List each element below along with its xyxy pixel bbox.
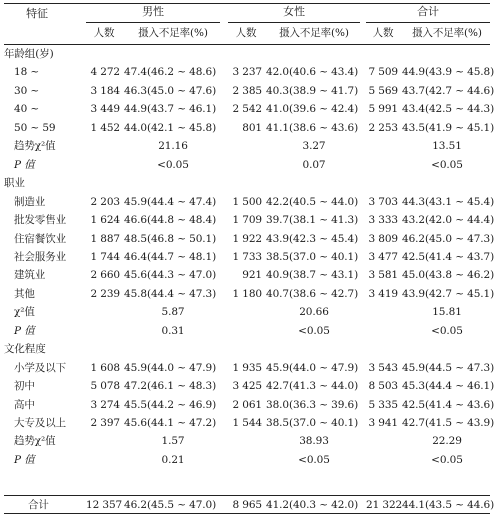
header-rate-female: 摄入不足率(%) <box>279 27 349 39</box>
section-heading: 年龄组(岁) <box>4 48 54 60</box>
count-cell: 1 608 <box>90 361 120 374</box>
rate-cell: 48.5(46.8 ~ 50.1) <box>124 232 217 245</box>
stat-value: <0.05 <box>431 158 463 171</box>
header-underline-total <box>366 22 490 23</box>
rate-cell: 42.0(40.6 ~ 43.4) <box>266 66 359 79</box>
stat-value: 22.29 <box>432 435 462 448</box>
rate-cell: 45.6(44.1 ~ 47.2) <box>124 417 217 429</box>
stat-value: 1.57 <box>161 435 185 448</box>
stat-value: 21.16 <box>158 140 188 153</box>
count-cell: 2 253 <box>368 121 398 134</box>
stat-value: 0.31 <box>161 324 185 337</box>
table-total-rule <box>4 495 490 496</box>
stat-label: P 值 <box>14 453 35 466</box>
count-cell: 1 180 <box>232 287 262 300</box>
rate-cell: 45.9(44.4 ~ 47.4) <box>124 195 217 208</box>
rate-cell: 43.7(42.7 ~ 44.6) <box>402 84 494 97</box>
section-heading: 文化程度 <box>4 343 46 356</box>
rate-cell: 44.0(42.1 ~ 45.8) <box>124 121 217 134</box>
count-cell: 1 544 <box>232 417 262 429</box>
count-cell: 3 477 <box>368 250 398 263</box>
rate-cell: 42.5(41.4 ~ 43.6) <box>402 398 494 411</box>
count-cell: 2 542 <box>232 103 262 116</box>
rate-cell: 43.4(42.5 ~ 44.3) <box>402 103 494 116</box>
count-cell: 3 333 <box>368 214 398 227</box>
rate-cell: 45.8(44.4 ~ 47.3) <box>124 287 217 300</box>
stat-label: P 值 <box>14 324 35 337</box>
rate-cell: 38.5(37.0 ~ 40.1) <box>266 417 359 429</box>
row-label: 小学及以下 <box>14 361 66 374</box>
header-underline-male <box>86 22 220 23</box>
rate-cell: 45.3(44.4 ~ 46.1) <box>402 380 494 393</box>
header-group-male: 男性 <box>142 5 164 18</box>
count-cell: 2 385 <box>232 84 262 97</box>
header-count-female: 人数 <box>235 27 257 39</box>
rate-cell: 43.9(42.3 ~ 45.4) <box>266 232 359 245</box>
rate-cell: 44.1(43.5 ~ 44.6) <box>402 499 494 511</box>
count-cell: 5 335 <box>368 398 398 411</box>
stat-value: 3.27 <box>302 140 326 153</box>
count-cell: 4 272 <box>90 66 120 79</box>
header-group-total: 合计 <box>417 5 439 18</box>
total-row-label: 合计 <box>28 499 49 511</box>
row-label: 18 ~ <box>14 66 40 79</box>
rate-cell: 45.9(44.0 ~ 47.9) <box>266 361 359 374</box>
count-cell: 8 965 <box>232 499 262 511</box>
row-label: 高中 <box>14 398 35 411</box>
count-cell: 1 709 <box>232 214 262 227</box>
rate-cell: 38.5(37.0 ~ 40.1) <box>266 250 359 263</box>
rate-cell: 41.1(38.6 ~ 43.6) <box>266 121 359 134</box>
count-cell: 1 452 <box>90 121 120 134</box>
rate-cell: 44.9(43.7 ~ 46.1) <box>124 103 217 116</box>
stat-value: 5.87 <box>161 306 185 319</box>
rate-cell: 46.2(45.5 ~ 47.0) <box>124 499 217 511</box>
rate-cell: 44.9(43.9 ~ 45.8) <box>402 66 494 79</box>
header-underline-female <box>228 22 360 23</box>
row-label: 建筑业 <box>14 269 46 282</box>
stat-value: <0.05 <box>431 453 463 466</box>
header-count-total: 人数 <box>372 27 394 39</box>
count-cell: 801 <box>242 121 262 134</box>
count-cell: 5 991 <box>368 103 398 116</box>
rate-cell: 41.2(40.3 ~ 42.0) <box>266 499 359 511</box>
row-label: 批发零售业 <box>14 214 66 227</box>
rate-cell: 42.7(41.3 ~ 44.0) <box>266 380 359 393</box>
rate-cell: 40.3(38.9 ~ 41.7) <box>266 84 359 97</box>
rate-cell: 44.3(43.1 ~ 45.4) <box>402 195 494 208</box>
stat-value: 13.51 <box>432 140 462 153</box>
count-cell: 1 624 <box>90 214 120 227</box>
count-cell: 2 239 <box>90 287 120 300</box>
row-label: 30 ~ <box>14 84 40 97</box>
stat-label: 趋势χ²值 <box>14 140 56 153</box>
rate-cell: 46.6(44.8 ~ 48.4) <box>124 214 217 227</box>
count-cell: 12 357 <box>86 499 123 511</box>
stat-value: <0.05 <box>157 158 189 171</box>
row-label: 大专及以上 <box>14 417 66 429</box>
rate-cell: 39.7(38.1 ~ 41.3) <box>266 214 359 227</box>
row-label: 其他 <box>14 287 35 300</box>
header-feature: 特征 <box>26 7 48 20</box>
rate-cell: 45.9(44.5 ~ 47.3) <box>402 361 494 374</box>
table-bottom-rule <box>4 513 490 514</box>
count-cell: 8 503 <box>368 380 398 393</box>
stat-value: <0.05 <box>431 324 463 337</box>
rate-cell: 41.0(39.6 ~ 42.4) <box>266 103 359 116</box>
stat-value: 0.21 <box>161 453 185 466</box>
row-label: 40 ~ <box>14 103 40 116</box>
row-label: 住宿餐饮业 <box>14 232 66 245</box>
stat-value: 38.93 <box>299 435 329 448</box>
rate-cell: 45.5(44.2 ~ 46.9) <box>124 398 217 411</box>
rate-cell: 43.2(42.0 ~ 44.4) <box>402 214 494 227</box>
stat-value: 20.66 <box>299 306 329 319</box>
count-cell: 1 887 <box>90 232 120 245</box>
rate-cell: 46.2(45.0 ~ 47.3) <box>402 232 494 245</box>
count-cell: 2 203 <box>90 195 120 208</box>
count-cell: 3 581 <box>368 269 398 282</box>
count-cell: 3 941 <box>368 417 398 429</box>
count-cell: 1 922 <box>232 232 262 245</box>
header-rate-total: 摄入不足率(%) <box>412 27 482 39</box>
count-cell: 5 078 <box>90 380 120 393</box>
rate-cell: 45.6(44.3 ~ 47.0) <box>124 269 217 282</box>
count-cell: 3 425 <box>232 380 262 393</box>
rate-cell: 43.9(42.7 ~ 45.1) <box>402 287 494 300</box>
count-cell: 2 660 <box>90 269 120 282</box>
count-cell: 5 569 <box>368 84 398 97</box>
rate-cell: 42.7(41.5 ~ 43.9) <box>402 417 494 429</box>
stat-value: 15.81 <box>432 306 462 319</box>
rate-cell: 42.5(41.4 ~ 43.7) <box>402 250 494 263</box>
section-heading: 职业 <box>4 177 25 190</box>
count-cell: 3 703 <box>368 195 398 208</box>
rate-cell: 40.9(38.7 ~ 43.1) <box>266 269 359 282</box>
rate-cell: 43.5(41.9 ~ 45.1) <box>402 121 494 134</box>
row-label: 制造业 <box>14 195 46 208</box>
header-count-male: 人数 <box>93 27 115 39</box>
row-label: 社会服务业 <box>14 250 66 263</box>
count-cell: 3 419 <box>368 287 398 300</box>
count-cell: 2 061 <box>232 398 262 411</box>
count-cell: 3 543 <box>368 361 398 374</box>
stat-label: P 值 <box>14 158 35 171</box>
stat-value: <0.05 <box>298 324 330 337</box>
count-cell: 3 184 <box>90 84 120 97</box>
row-label: 初中 <box>14 380 35 393</box>
count-cell: 1 935 <box>232 361 262 374</box>
count-cell: 3 449 <box>90 103 120 116</box>
rate-cell: 38.0(36.3 ~ 39.6) <box>266 398 359 411</box>
count-cell: 3 809 <box>368 232 398 245</box>
count-cell: 21 322 <box>366 499 403 511</box>
stat-label: χ²值 <box>14 306 35 319</box>
count-cell: 1 733 <box>232 250 262 263</box>
rate-cell: 47.2(46.1 ~ 48.3) <box>124 380 217 393</box>
count-cell: 1 500 <box>232 195 262 208</box>
header-group-female: 女性 <box>283 5 305 18</box>
stat-value: 0.07 <box>302 158 326 171</box>
count-cell: 7 509 <box>368 66 398 79</box>
rate-cell: 45.0(43.8 ~ 46.2) <box>402 269 494 282</box>
rate-cell: 42.2(40.5 ~ 44.0) <box>266 195 359 208</box>
count-cell: 3 274 <box>90 398 120 411</box>
count-cell: 1 744 <box>90 250 120 263</box>
count-cell: 2 397 <box>90 417 120 429</box>
rate-cell: 46.4(44.7 ~ 48.1) <box>124 250 217 263</box>
count-cell: 3 237 <box>232 66 262 79</box>
rate-cell: 46.3(45.0 ~ 47.6) <box>124 84 217 97</box>
stat-label: 趋势χ²值 <box>14 435 56 448</box>
stat-value: <0.05 <box>298 453 330 466</box>
rate-cell: 47.4(46.2 ~ 48.6) <box>124 66 217 79</box>
header-rate-male: 摄入不足率(%) <box>138 27 208 39</box>
rate-cell: 45.9(44.0 ~ 47.9) <box>124 361 217 374</box>
count-cell: 921 <box>242 269 262 282</box>
rate-cell: 40.7(38.6 ~ 42.7) <box>266 287 359 300</box>
row-label: 50 ~ 59 <box>14 121 56 134</box>
